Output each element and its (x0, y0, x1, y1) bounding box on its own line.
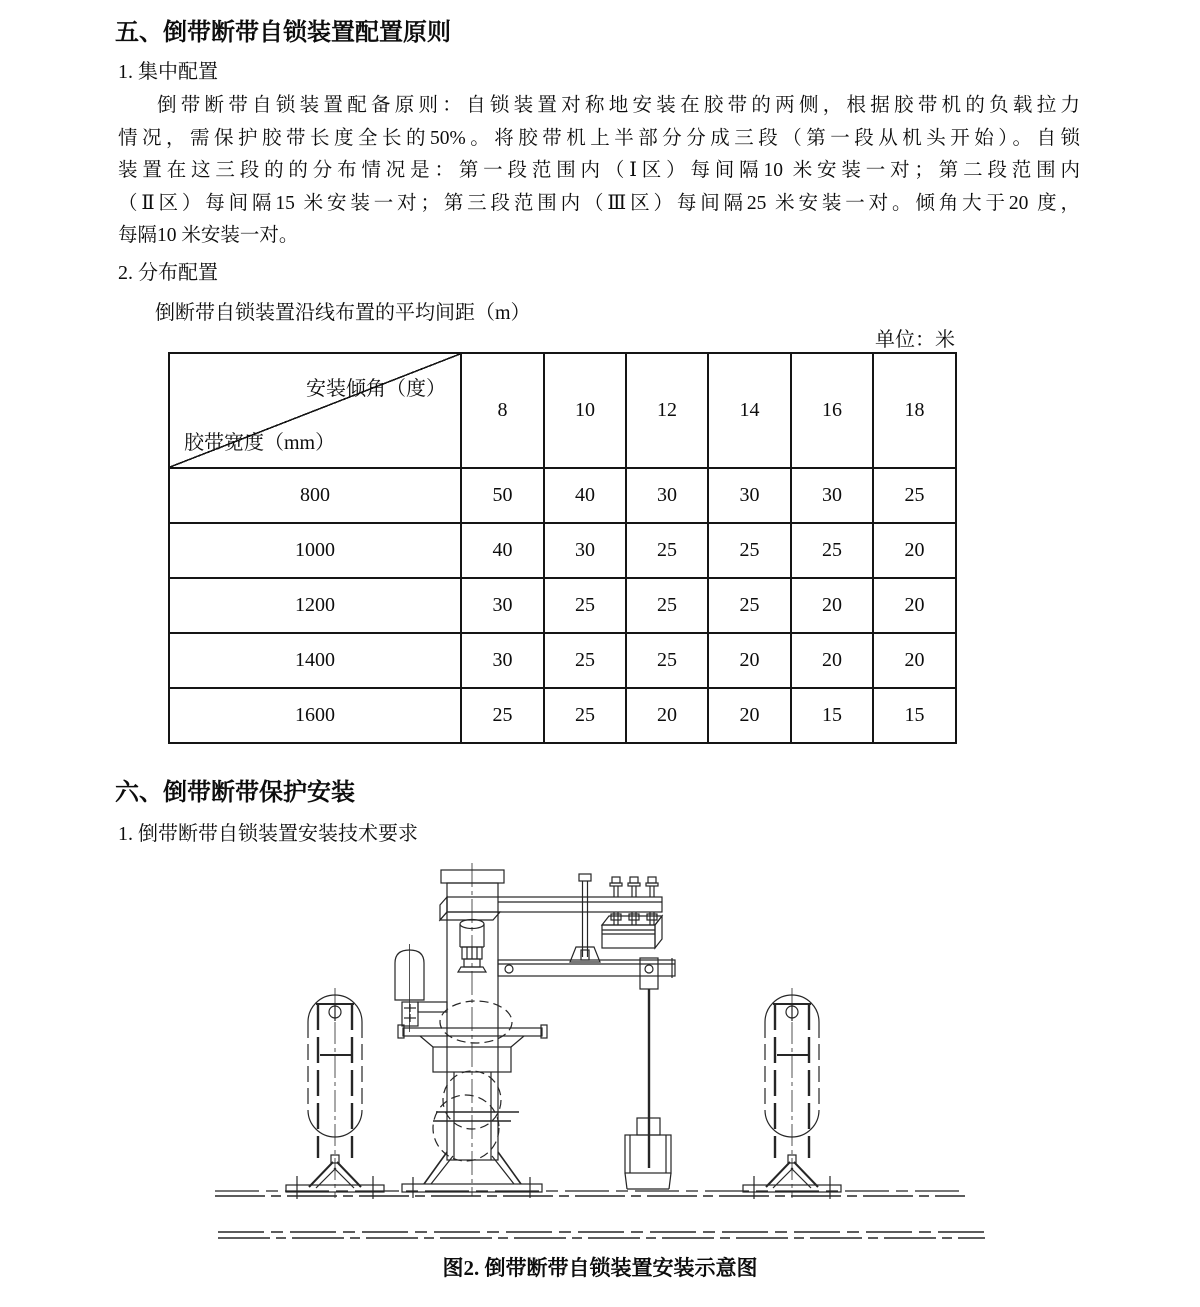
spacing-value-cell: 25 (544, 688, 626, 743)
corner-label-width: 胶带宽度（mm） (184, 432, 336, 454)
installation-diagram (0, 855, 1200, 1247)
arm (498, 958, 675, 989)
spacing-value-cell: 20 (708, 633, 791, 688)
spacing-value-cell: 30 (791, 468, 873, 523)
spacing-value-cell: 40 (461, 523, 544, 578)
spacing-value-cell: 50 (461, 468, 544, 523)
angle-header-cell: 8 (461, 353, 544, 468)
spacing-value-cell: 25 (626, 523, 708, 578)
spacing-value-cell: 15 (873, 688, 956, 743)
ground-lines (215, 1191, 985, 1238)
table-corner-cell (169, 353, 461, 468)
angle-header-cell: 10 (544, 353, 626, 468)
belt-width-cell: 1200 (169, 578, 461, 633)
section6-heading: 六、倒带断带保护安装 (115, 779, 355, 806)
angle-header-cell: 18 (873, 353, 956, 468)
table-row (169, 523, 956, 578)
belt-width-cell: 1000 (169, 523, 461, 578)
spacing-value-cell: 25 (626, 578, 708, 633)
spacing-value-cell: 25 (461, 688, 544, 743)
spacing-value-cell: 20 (873, 633, 956, 688)
top-beam (447, 897, 662, 912)
spacing-value-cell: 30 (708, 468, 791, 523)
spacing-value-cell: 25 (626, 633, 708, 688)
spacing-value-cell: 30 (461, 578, 544, 633)
spacing-value-cell: 20 (626, 688, 708, 743)
spacing-value-cell: 25 (544, 578, 626, 633)
table-row (169, 633, 956, 688)
section5-paragraph (118, 90, 1080, 253)
section5-item1: 1. 集中配置 (118, 61, 218, 83)
paragraph-line: 倒带断带自锁装置配备原则：自锁装置对称地安装在胶带的两侧，根据胶带机的负载拉力 (157, 95, 1080, 116)
left-belt-roller (286, 988, 384, 1199)
spacing-value-cell: 20 (791, 633, 873, 688)
table-row (169, 578, 956, 633)
paragraph-line: 情况，需保护胶带长度全长的50%。将胶带机上半部分分成三段（第一段从机头开始）。自锁 (118, 127, 1080, 149)
angle-header-cell: 12 (626, 353, 708, 468)
section5-heading: 五、倒带断带自锁装置配置原则 (115, 19, 451, 46)
spacing-value-cell: 20 (873, 523, 956, 578)
section6-item1: 1. 倒带断带自锁装置安装技术要求 (118, 823, 418, 845)
spacing-value-cell: 25 (544, 633, 626, 688)
spacing-value-cell: 20 (873, 578, 956, 633)
angle-header-cell: 16 (791, 353, 873, 468)
paragraph-line: （Ⅱ区）每间隔15 米安装一对；第三段范围内（Ⅲ区）每间隔25 米安装一对。倾角大于20 度， (118, 192, 1080, 214)
section5-item2: 2. 分布配置 (118, 262, 218, 284)
spacing-value-cell: 20 (791, 578, 873, 633)
corner-label-angle: 安装倾角（度） (306, 378, 446, 400)
sensor-cylinder (395, 944, 447, 1032)
right-belt-roller (743, 988, 841, 1199)
counterweight-assembly (625, 989, 671, 1189)
spacing-value-cell: 30 (544, 523, 626, 578)
spacing-value-cell: 25 (708, 523, 791, 578)
column-body (447, 883, 498, 1160)
unit-note: 单位：米 (875, 329, 955, 351)
table-header-row (169, 353, 956, 468)
self-locking-device (395, 863, 675, 1198)
spacing-value-cell: 20 (708, 688, 791, 743)
spacing-value-cell: 25 (708, 578, 791, 633)
belt-width-cell: 1400 (169, 633, 461, 688)
long-bolt (570, 874, 600, 962)
spacing-value-cell: 30 (461, 633, 544, 688)
table-caption: 倒断带自锁装置沿线布置的平均间距（m） (155, 302, 531, 324)
belt-width-cell: 1600 (169, 688, 461, 743)
column-cap (441, 870, 504, 883)
spacing-value-cell: 25 (873, 468, 956, 523)
figure-caption: 图2. 倒带断带自锁装置安装示意图 (442, 1256, 758, 1280)
spacing-table-body (169, 353, 956, 743)
spacing-value-cell: 15 (791, 688, 873, 743)
spacing-value-cell: 30 (626, 468, 708, 523)
spacing-value-cell: 25 (791, 523, 873, 578)
spacing-table (168, 352, 957, 744)
table-row (169, 468, 956, 523)
paragraph-line: 装置在这三段的的分布情况是：第一段范围内（Ⅰ区）每间隔10 米安装一对；第二段范围内 (118, 160, 1080, 181)
spacing-value-cell: 40 (544, 468, 626, 523)
paragraph-line: 每隔10 米安装一对。 (118, 225, 299, 246)
angle-header-cell: 14 (708, 353, 791, 468)
mount-bolts (610, 877, 658, 925)
belt-width-cell: 800 (169, 468, 461, 523)
table-row (169, 688, 956, 743)
